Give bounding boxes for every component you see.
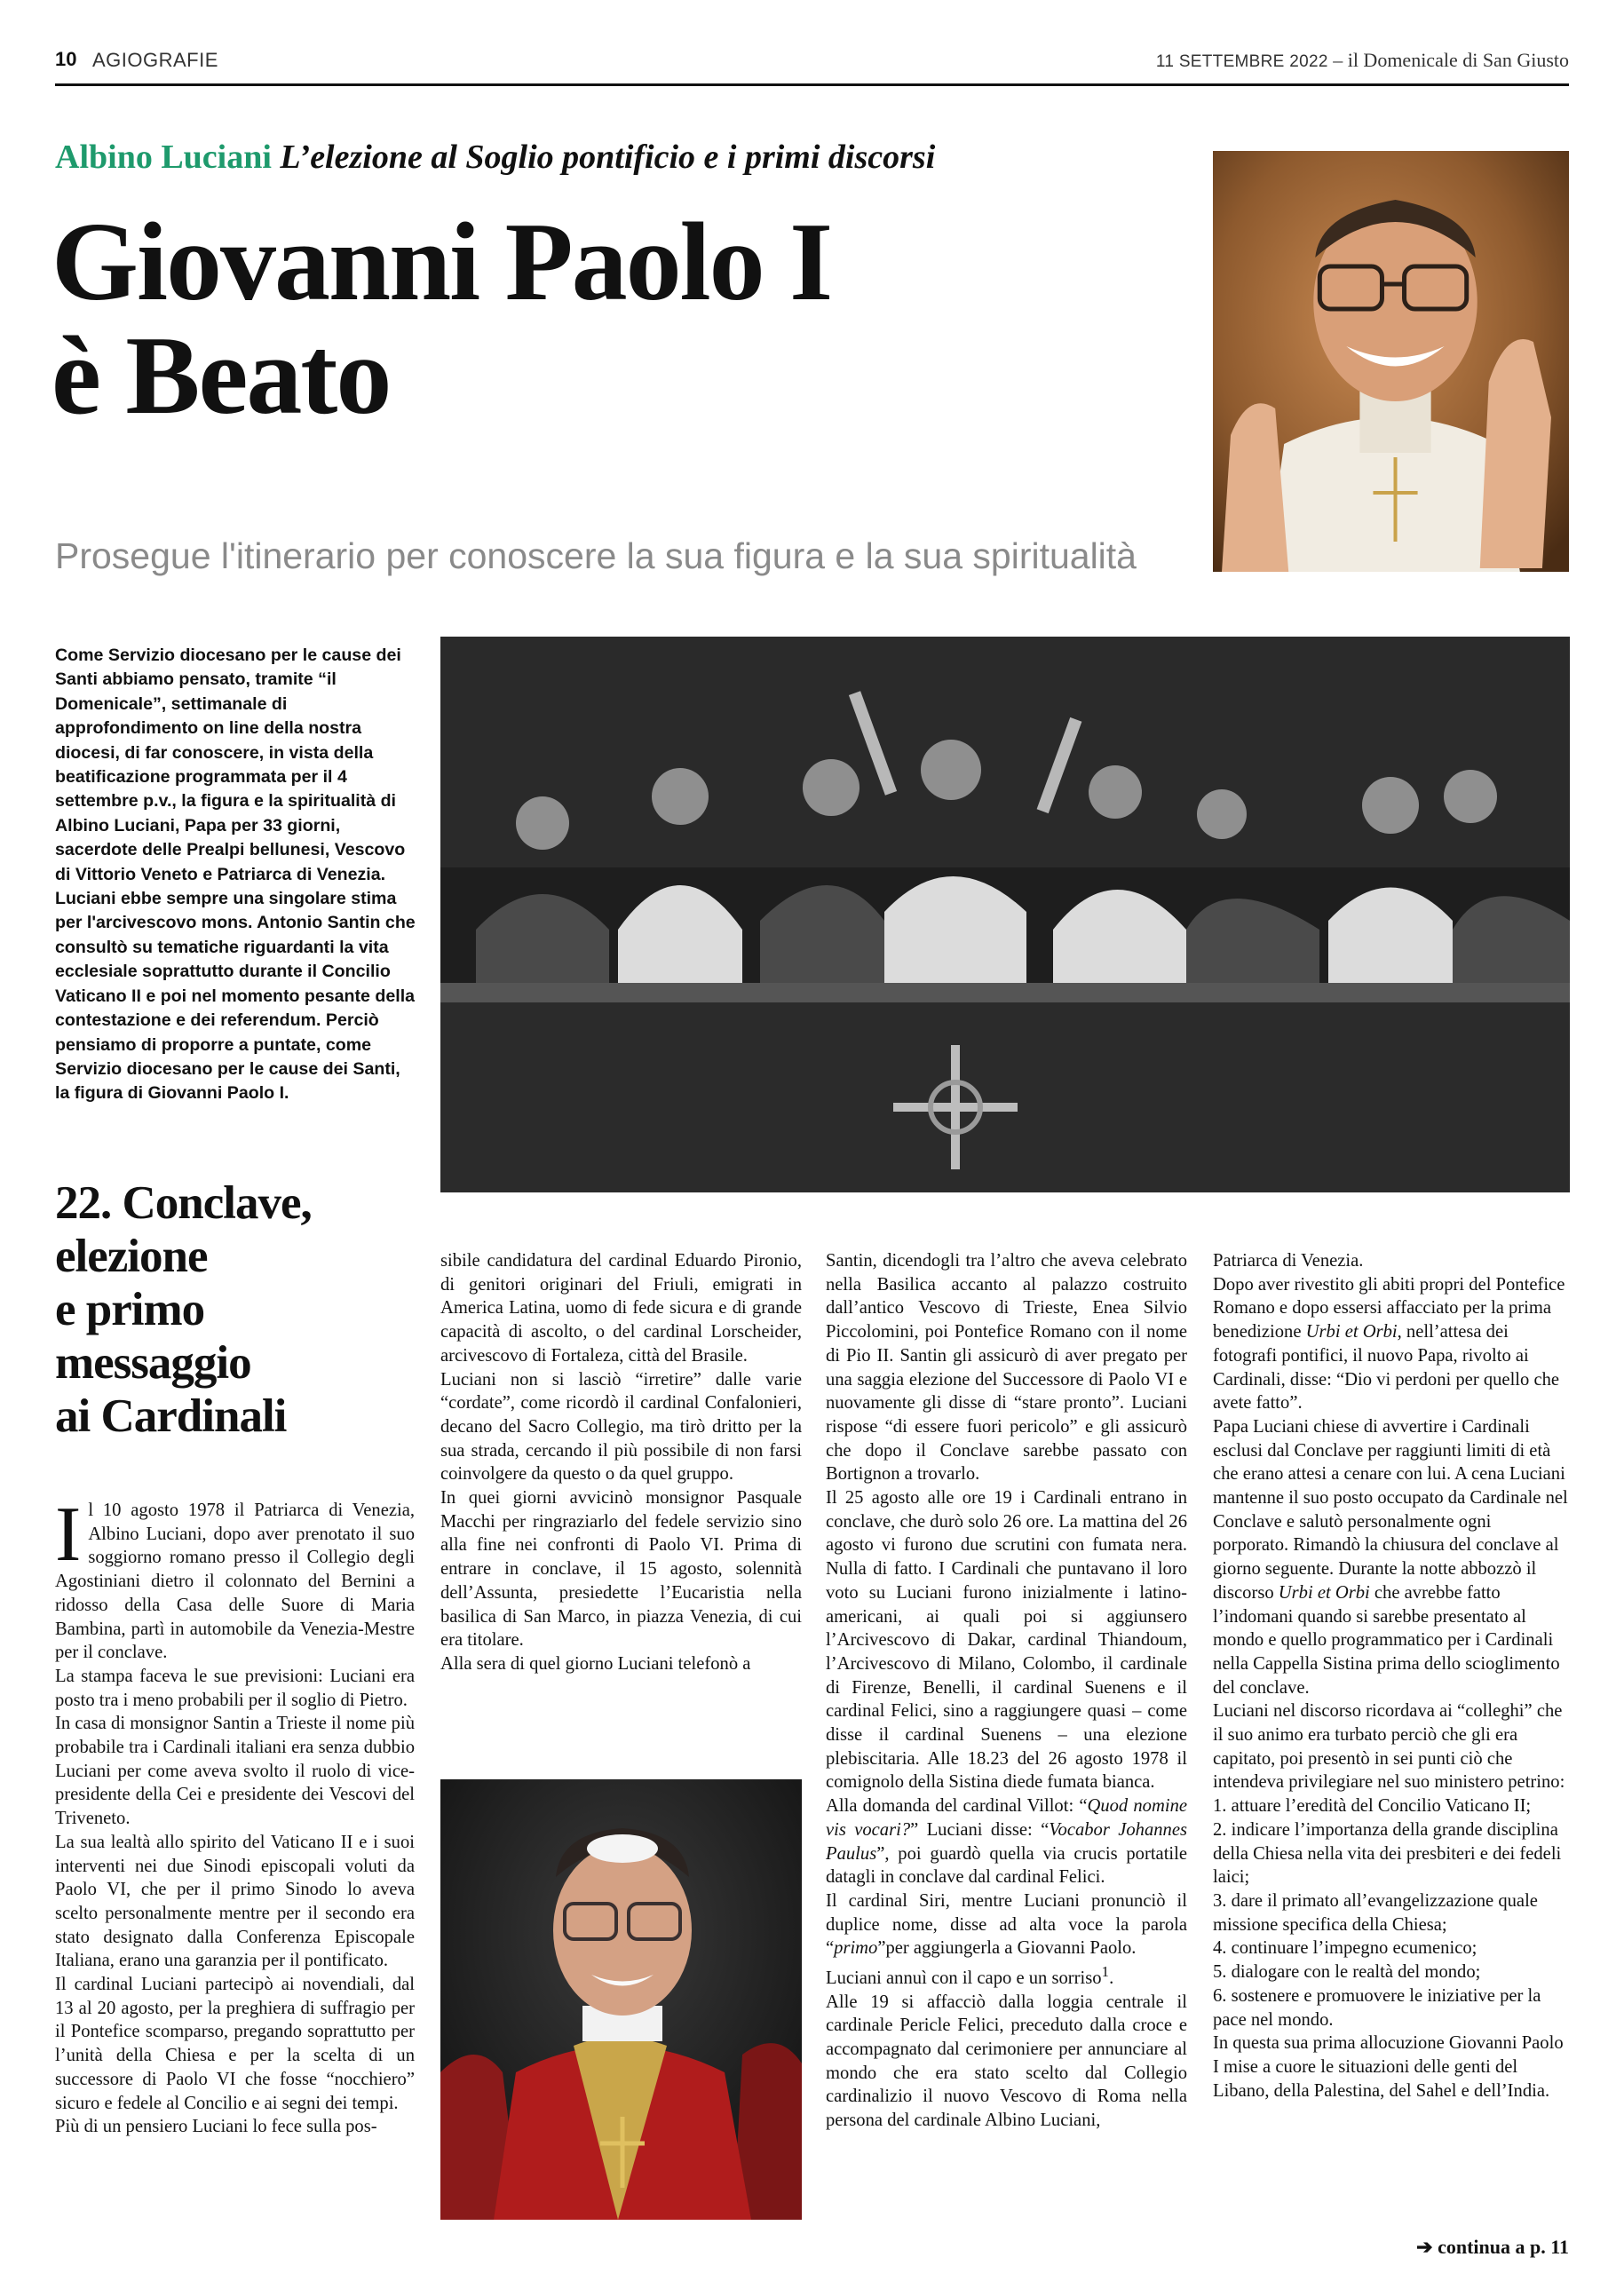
paragraph: Papa Luciani chiese di avvertire i Cardinali esclusi dal Conclave per raggiunti limiti di età che erano attesi a cenare con lui. A cena Luciani mantenne il suo posto occupato da Cardinale nel Conclave e salutò personalmente ogni porporato. Rimandò la chiusura del conclave al giorno seguente. Durante la notte abbozzò il discorso Urbi et Orbi che avrebbe fatto l’indomani quando si sarebbe presentato al mondo e quello programmatico per i Cardinali nella Cappella Sistina prima dello scioglimento del conclave. xyxy=(1213,1416,1568,1698)
latin-quote: Quod nomine vis vocari? xyxy=(826,1796,1188,1840)
paragraph: In quei giorni avvicinò monsignor Pasquale Macchi per ringraziarlo del fedele servizio sino alla fine nei confronti di Paolo VI. Prima di entrare in conclave, il 15 agosto, solennità dell’Assunta, presiedette l’Eucaristia nella basilica di San Marco, in piazza Venezia, di cui era titolare. xyxy=(440,1488,802,1651)
publication-name: il Domenicale di San Giusto xyxy=(1347,49,1569,71)
intro-text: Come Servizio diocesano per le cause dei Santi abbiamo pensato, tramite “il Domenicale”, settimanale di approfondimento on line della nostra diocesi, di far conoscere, in vista della beatificazione programmata per il 4 settembre p.v., la figura e la spiritualità di Albino Luciani, Papa per 33 giorni, sacerdote delle Prealpi bellunesi, Vescovo di Vittorio Veneto e Patriarca di Venezia. Luciani ebbe sempre una singolare stima per l'arcivescovo mons. Antonio Santin che consultò su tematiche riguardanti la vita ecclesiale soprattutto durante il Concilio Vaticano II e poi nel momento pesante della contestazione e dei referendum. Perciò pensiamo di proporre a puntate, come Servizio diocesano per le cause dei Santi, la figura di Giovanni Paolo I. xyxy=(55,645,416,1104)
body-column-1 xyxy=(55,1492,415,2139)
paragraph: Più di un pensiero Luciani lo fece sulla pos- xyxy=(55,2117,377,2137)
section-heading xyxy=(55,1176,410,1443)
publication-line xyxy=(1156,49,1569,72)
paragraph: In questa sua prima allocuzione Giovanni Paolo I mise a cuore le situazioni delle genti del Libano, della Palestina, del Sahel e dell’India. xyxy=(1213,2033,1564,2101)
page-header xyxy=(55,48,1569,75)
paragraph: sibile candidatura del cardinal Eduardo Pironio, di genitori originari del Friuli, emigrati in America Latina, uomo di fede sicura e di grande capacità di ascolto, o del cardinal Lorscheider, arcivescovo di Fortaleza, città del Brasile. xyxy=(440,1251,802,1366)
paragraph: La sua lealtà allo spirito del Vaticano II e i suoi interventi nei due Sinodi episcopali voluti da Paolo VI, che per il primo Sinodo lo aveva scelto personalmente mentre per il secondo era stato designato dalla Conferenza Episcopale Italiana, erano una garanzia per il pontificato. xyxy=(55,1832,415,1971)
latin-quote: Vocabor Johannes Paulus xyxy=(826,1819,1187,1864)
paragraph: Il 10 agosto 1978 il Patriarca di Venezia, Albino Luciani, dopo aver prenotato il suo soggiorno romano presso il Collegio degli Agostiniani dietro il colonnato del Bernini a ridosso della Casa delle Suore di Maria Bambina, partì in automobile da Venezia-Mestre per il conclave. xyxy=(55,1492,415,1663)
headline xyxy=(51,201,1206,438)
paragraph: Luciani annuì con il capo e un sorriso$^1$. xyxy=(826,1963,1114,1988)
body-column-4 xyxy=(1213,1249,1569,2103)
section-heading-line-2: elezione xyxy=(55,1231,208,1282)
list-item: 3. dare il primato all’evangelizzazione quale missione specifica della Chiesa; xyxy=(1213,1890,1538,1935)
section-label: AGIOGRAFIE xyxy=(92,49,218,71)
headline-line-1: Giovanni Paolo I xyxy=(51,201,832,324)
list-item: 2. indicare l’importanza della grande disciplina della Chiesa nella vita dei presbiteri e dei fedeli laici; xyxy=(1213,1819,1562,1888)
list-item: 5. dialogare con le realtà del mondo; xyxy=(1213,1962,1481,1983)
paragraph: Patriarca di Venezia. xyxy=(1213,1251,1364,1271)
section-heading-line-3: e primo xyxy=(55,1284,205,1335)
header-rule xyxy=(55,83,1569,86)
list-item: 4. continuare l’impegno ecumenico; xyxy=(1213,1938,1477,1959)
body-column-2 xyxy=(440,1249,802,1676)
arrow-right-icon: ➔ xyxy=(1416,2236,1433,2258)
page-number: 10 xyxy=(55,48,77,70)
paragraph: Alla sera di quel giorno Luciani telefonò a xyxy=(440,1653,751,1674)
paragraph: Alle 19 si affacciò dalla loggia centrale il cardinale Pericle Felici, preceduto dalla croce e accompagnato dal cerimoniere per annunciare al mondo che era stato scelto dal Collegio cardinalizio il nuovo Vescovo di Roma nella persona del cardinale Albino Luciani, xyxy=(826,1992,1187,2131)
paragraph: Dopo aver rivestito gli abiti propri del Pontefice Romano e dopo essersi affacciato per la prima benedizione Urbi et Orbi, nell’attesa dei fotografi pontifici, il nuovo Papa, rivolto ai Cardinali, disse: “Dio vi perdoni per quello che avete fatto”. xyxy=(1213,1274,1565,1414)
kicker xyxy=(55,138,935,177)
pope-red-vestment-photo xyxy=(440,1779,802,2220)
balcony-photo xyxy=(440,637,1570,1192)
headline-line-2: è Beato xyxy=(51,314,391,438)
list-item: 1. attuare l’eredità del Concilio Vaticano II; xyxy=(1213,1796,1532,1817)
kicker-name: Albino Luciani xyxy=(55,139,272,176)
paragraph: In casa di monsignor Santin a Trieste il nome più probabile tra i Cardinali italiani era senza dubbio Luciani per come aveva svolto il ruolo di vice-presidente della Cei e presidente dei Vescovi del Triveneto. xyxy=(55,1714,415,1829)
paragraph: Luciani non si lasciò “irretire” dalle varie “cordate”, come ricordò il cardinal Confalonieri, decano del Sacro Collegio, ma tirò dritto per la sua strada, cercando il più possibile di non farsi coinvolgere da questo o da quel gruppo. xyxy=(440,1369,802,1485)
continue-text: continua a p. 11 xyxy=(1438,2236,1569,2258)
portrait-photo xyxy=(1213,151,1569,572)
section-heading-line-5: ai Cardinali xyxy=(55,1390,287,1442)
paragraph: Il cardinal Luciani partecipò ai novendiali, dal 13 al 20 agosto, per la preghiera di suffragio per il Pontefice scomparso, pregando soprattutto per l’unità della Chiesa e per la scelta di un successore di Paolo VI che fosse “nocchiero” sicuro e fedele al Concilio e ai segni dei tempi. xyxy=(55,1975,415,2113)
paragraph: Il cardinal Siri, mentre Luciani pronunciò il duplice nome, disse ad alta voce la parola “primo”per aggiungerla a Giovanni Paolo. xyxy=(826,1890,1187,1959)
footnote-marker: 1 xyxy=(1101,1963,1110,1981)
paragraph: Alla domanda del cardinal Villot: “Quod nomine vis vocari?” Luciani disse: “Vocabor Johannes Paulus”, poi guardò quella via crucis portatile datagli in conclave dal cardinal Felici. xyxy=(826,1796,1188,1888)
section-heading-line-4: messaggio xyxy=(55,1337,251,1389)
list-item: 6. sostenere e promuovere le iniziative per la pace nel mondo. xyxy=(1213,1985,1541,2030)
drop-cap: I xyxy=(55,1492,82,1578)
paragraph: Il 25 agosto alle ore 19 i Cardinali entrano in conclave, che durò solo 26 ore. La mattina del 26 agosto vi furono due scrutini con fumata nera. Nulla di fatto. I Cardinali che puntavano il loro voto su Luciani furono inizialmente i latino-americani, ai quali poi si aggiunsero l’Arcivescovo di Dakar, cardinal Thiandoum, l’Arcivescovo di Milano, Colombo, il cardinale di Firenze, Benelli, il cardinal Suenens e il cardinal Felici, sino a raggiungere quasi – come disse il cardinal Suenens – una elezione plebiscitaria. Alle 18.23 del 26 agosto 1978 il comignolo della Sistina diede fumata bianca. xyxy=(826,1488,1187,1793)
paragraph: La stampa faceva le sue previsioni: Luciani era posto tra i meno probabili per il soglio di Pietro. xyxy=(55,1666,415,1710)
subtitle: Prosegue l'itinerario per conoscere la sua figura e la sua spiritualità xyxy=(55,535,1137,576)
continue-link[interactable] xyxy=(1416,2236,1569,2259)
section-heading-line-1: 22. Conclave, xyxy=(55,1177,312,1229)
header-separator: – xyxy=(1327,49,1348,71)
kicker-topic: L’elezione al Soglio pontificio e i primi discorsi xyxy=(280,139,936,176)
paragraph: Santin, dicendogli tra l’altro che aveva celebrato nella Basilica accanto al palazzo costruito dall’antico Vescovo di Trieste, Enea Silvio Piccolomini, poi Pontefice Romano con il nome di Pio II. Santin gli assicurò di aver pregato per una saggia elezione del Successore di Paolo VI e nuovamente gli disse di “stare pronto”. Luciani rispose “di essere fuori pericolo” e gli assicurò che dopo il Conclave sarebbe passato con Bortignon a trovarlo. xyxy=(826,1251,1187,1485)
body-column-3 xyxy=(826,1249,1187,2133)
issue-date: 11 SETTEMBRE 2022 xyxy=(1155,52,1328,71)
paragraph: Luciani nel discorso ricordava ai “colleghi” che il suo animo era turbato perciò che gli era capitato, poi presentò in sei punti ciò che intendeva privilegiare nel suo ministero petrino: xyxy=(1213,1701,1565,1793)
